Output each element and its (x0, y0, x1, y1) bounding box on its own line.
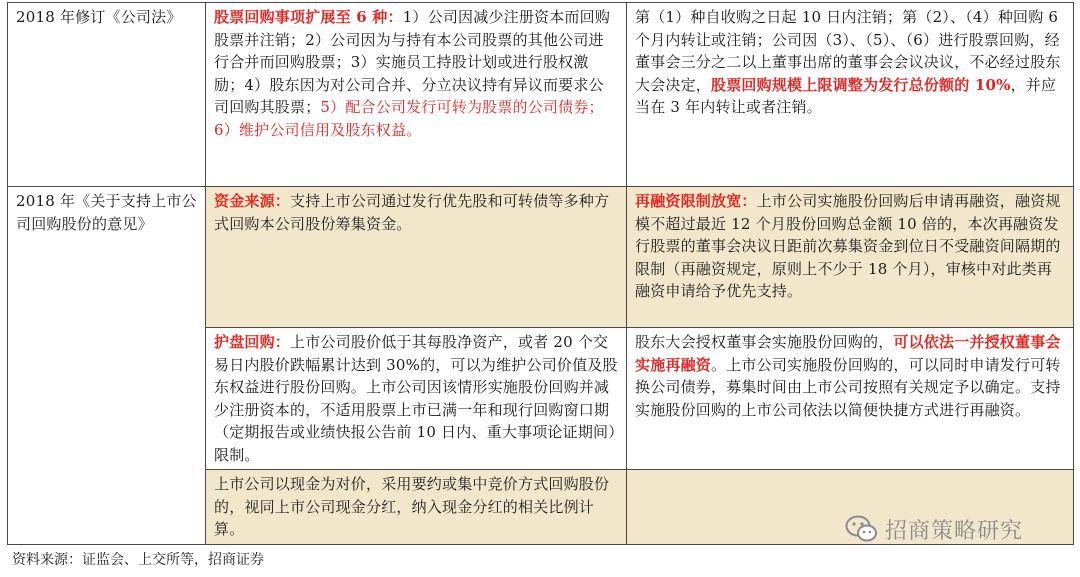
cell-text: 上市公司股价低于其每股净资产，或者 20 个交易日内股价跌幅累计达到 30%的，可以为维护公司价值及股东权益进行股份回购。上市公司因该情形实施股份回购并减少注册资本的，不适用股票上市已满一年和现行回购窗口期（定期报告或业绩快报公告前 10 日内、重大事项论证期间）限制。 (214, 333, 618, 464)
policy-table (7, 2, 1074, 545)
row-label-text: 2018 年修订《公司法》 (16, 8, 182, 26)
cell-text: 支持上市公司通过发行优先股和可转债等多种方式回购本公司股份筹集资金。 (214, 192, 610, 233)
cell-text: 股东大会授权董事会实施股份回购的， (635, 333, 894, 351)
cell-funding-source (206, 187, 627, 328)
highlight-text: 可以依法一并授权董事会实施再融资 (635, 333, 1061, 374)
highlight-text: 5）配合公司发行可转为股票的公司债券；6）维护公司信用及股东权益。 (214, 98, 604, 139)
cell-market-support-buyback (206, 328, 627, 470)
highlight-text: 护盘回购： (214, 333, 291, 351)
cell-text: 上市公司以现金为对价，采用要约或集中竞价方式回购股份的，视同上市公司现金分红，纳入现金分红的相关比例计算。 (214, 475, 610, 538)
cell-cash-dividend-equivalence (206, 470, 627, 545)
cell-refinancing-relaxed (627, 187, 1074, 328)
cell-company-law-handling (627, 3, 1074, 187)
table-row (8, 187, 1074, 328)
cell-company-law-scope (206, 3, 627, 187)
cell-text: 上市公司实施股份回购后申请再融资，融资规模不超过最近 12 个月股份回购总金额 10 倍的，本次再融资发行股票的董事会决议日距前次募集资金到位日不受融资间隔期的限制（再融资规定，原则上不少于 18 个月），审核中对此类再融资申请给予优先支持。 (635, 192, 1061, 300)
highlight-text: 股票回购规模上限调整为发行总份额的 10% (711, 75, 1011, 94)
highlight-text: 资金来源： (214, 192, 291, 210)
table-row (8, 3, 1074, 187)
row-label (8, 187, 206, 545)
cell-text: 。上市公司实施股份回购的，可以同时申请发行可转换公司债券，募集时间由上市公司按照有关规定予以确定。支持实施股份回购的上市公司依法以简便快捷方式进行再融资。 (635, 355, 1061, 419)
row-label (8, 3, 206, 187)
watermark-text: 招商策略研究 (885, 518, 1024, 544)
source-note: 资料来源：证监会、上交所等，招商证券 (12, 552, 264, 568)
highlight-text: 股票回购事项扩展至 6 种： (214, 8, 403, 26)
cell-board-authorization (627, 328, 1074, 470)
cell-text: 第（1）种自收购之日起 10 日内注销；第（2）、（4）种回购 6 个月内转让或注销；公司因（3）、（5）、（6）进行股票回购，经董事会三分之二以上董事出席的董事会会议决议，不必经过股东大会决定， (635, 8, 1061, 94)
cell-text: 1）公司因减少注册资本而回购股票并注销；2）公司因为与持有本公司股票的其他公司进行合并而回购股票；3）实施员工持股计划或进行股权激励；4）股东因为对公司合并、分立决议持有异议而要求公司回购其股票； (214, 8, 611, 116)
cell-text: ，并应当在 3 年内转让或者注销。 (635, 75, 1057, 116)
watermark (845, 513, 1023, 545)
highlight-text: 再融资限制放宽： (635, 192, 757, 210)
wechat-icon (845, 514, 879, 544)
row-label-text: 2018 年《关于支持上市公司回购股份的意见》 (16, 192, 197, 233)
